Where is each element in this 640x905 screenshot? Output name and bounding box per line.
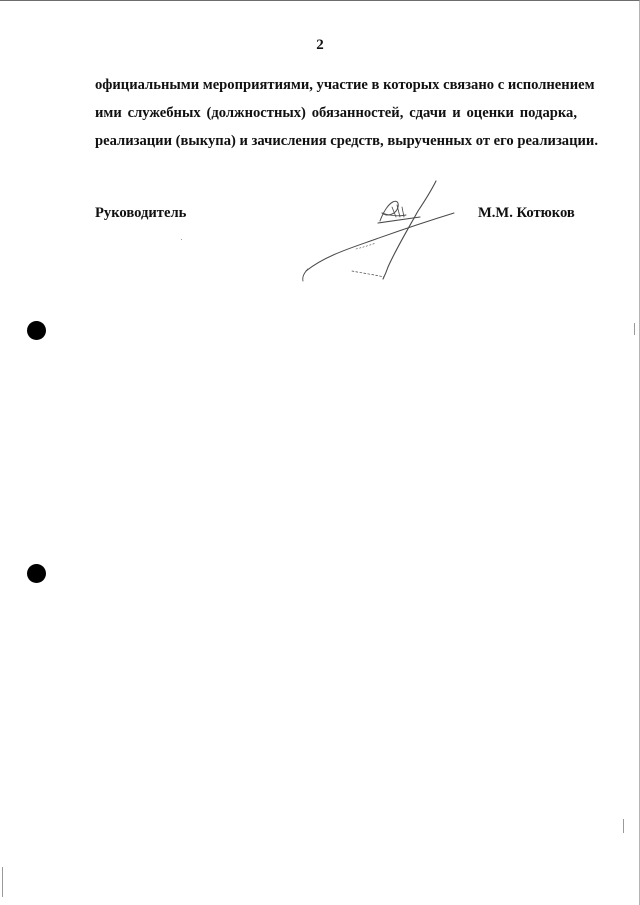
handwritten-signature <box>296 177 468 287</box>
paragraph-line: реализации (выкупа) и зачисления средств, вырученных от его реализации. <box>95 133 598 149</box>
scan-speck <box>181 239 182 240</box>
body-paragraph <box>95 71 598 155</box>
signatory-role: Руководитель <box>95 205 187 221</box>
paragraph-line: официальными мероприятиями, участие в которых связано с исполнением <box>95 77 595 93</box>
scan-speck <box>623 819 624 833</box>
punch-hole <box>27 321 46 340</box>
page-number: 2 <box>316 37 324 53</box>
signatory-name: М.М. Котюков <box>478 205 575 221</box>
scan-speck <box>634 323 635 335</box>
punch-hole <box>27 564 46 583</box>
paragraph-line: ими служебных (должностных) обязанностей, сдачи и оценки подарка, <box>95 105 577 121</box>
scan-speck <box>2 867 3 897</box>
